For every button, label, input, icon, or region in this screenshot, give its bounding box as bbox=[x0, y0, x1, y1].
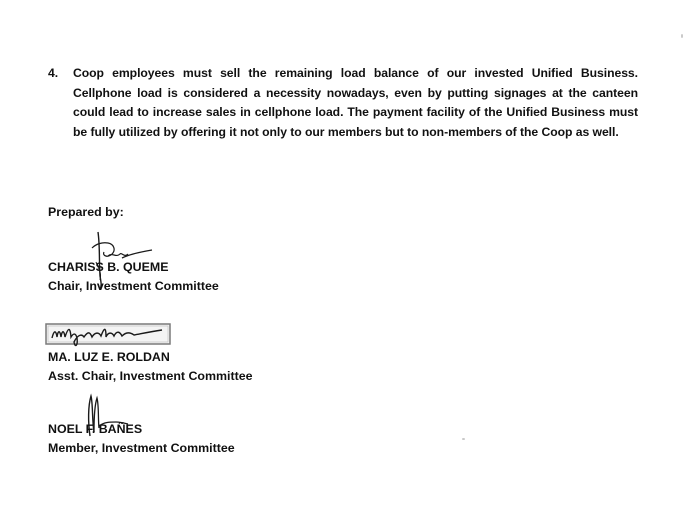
prepared-by-label: Prepared by: bbox=[48, 205, 124, 219]
signatory-title: Chair, Investment Committee bbox=[48, 279, 219, 293]
signatory-1 bbox=[48, 258, 348, 296]
signatory-title: Asst. Chair, Investment Committee bbox=[48, 369, 253, 383]
list-item-number: 4. bbox=[48, 66, 59, 80]
list-item bbox=[48, 64, 638, 142]
signatory-name: CHARISS B. QUEME bbox=[48, 260, 169, 274]
signatory-name: NOEL F. BAÑES bbox=[48, 422, 143, 436]
signatory-name: MA. LUZ E. ROLDAN bbox=[48, 350, 170, 364]
signatory-title: Member, Investment Committee bbox=[48, 441, 235, 455]
list-item-text: Coop employees must sell the remaining load balance of our invested Unified Business. Cellphone load is considered a necessity nowadays, even by putting signages at the canteen could lead to increase sales in cellphone load. The payment facility of the Unified Business must be fully utilized by offering it not only to our members but to non-members of the Coop as well. bbox=[73, 66, 638, 139]
scan-speck bbox=[681, 34, 683, 38]
scan-speck bbox=[462, 438, 465, 440]
signatory-2 bbox=[48, 348, 348, 386]
signatory-3 bbox=[48, 420, 348, 458]
signature-stamp-roldan bbox=[44, 320, 172, 350]
